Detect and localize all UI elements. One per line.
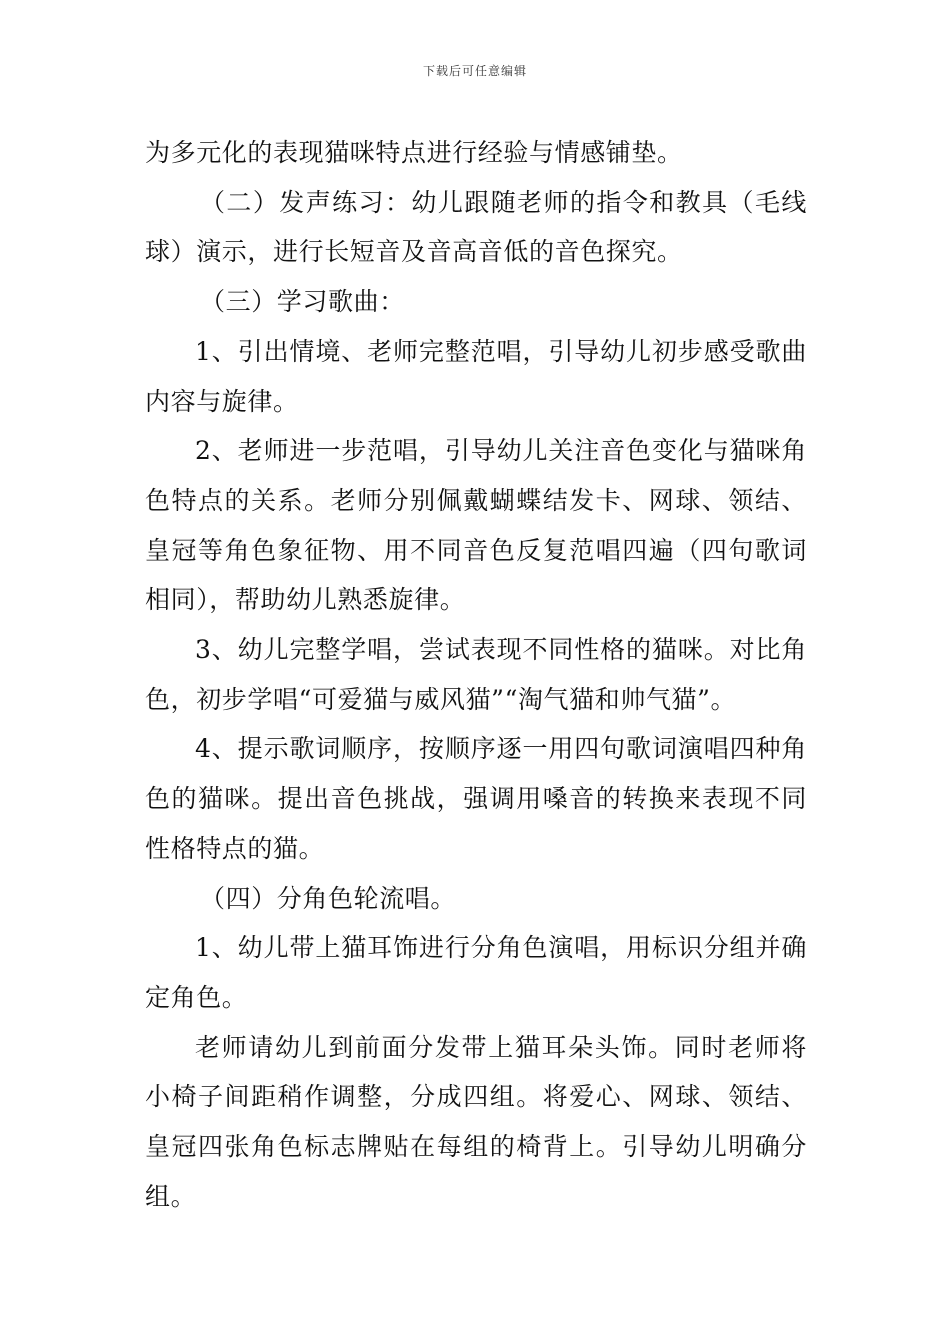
document-body xyxy=(145,128,807,1221)
paragraph-role-step-1: 1、幼儿带上猫耳饰进行分角色演唱，用标识分组并确定角色。 xyxy=(145,933,807,1012)
paragraph-section-three-heading: （三）学习歌曲： xyxy=(200,287,405,317)
paragraph-step-2: 2、老师进一步范唱，引导幼儿关注音色变化与猫咪角色特点的关系。老师分别佩戴蝴蝶结发卡、网球、领结、皇冠等角色象征物、用不同音色反复范唱四遍（四句歌词相同），帮助幼儿熟悉旋律。 xyxy=(145,436,807,615)
paragraph-step-3: 3、幼儿完整学唱，尝试表现不同性格的猫咪。对比角色，初步学唱“可爱猫与威风猫”“淘气猫和帅气猫”。 xyxy=(145,635,807,714)
page-header-note: 下载后可任意编辑 xyxy=(422,64,527,78)
paragraph-section-four-heading: （四）分角色轮流唱。 xyxy=(200,883,457,913)
paragraph-continuation: 为多元化的表现猫咪特点进行经验与情感铺垫。 xyxy=(145,138,683,167)
paragraph-teacher-instructions: 老师请幼儿到前面分发带上猫耳朵头饰。同时老师将小椅子间距稍作调整，分成四组。将爱心、网球、领结、皇冠四张角色标志牌贴在每组的椅背上。引导幼儿明确分组。 xyxy=(145,1032,807,1211)
paragraph-step-4: 4、提示歌词顺序，按顺序逐一用四句歌词演唱四种角色的猫咪。提出音色挑战，强调用嗓音的转换来表现不同性格特点的猫。 xyxy=(145,734,807,863)
paragraph-step-1: 1、引出情境、老师完整范唱，引导幼儿初步感受歌曲内容与旋律。 xyxy=(145,336,807,416)
paragraph-section-two: （二）发声练习：幼儿跟随老师的指令和教具（毛线球）演示，进行长短音及音高音低的音色探究。 xyxy=(145,187,807,267)
